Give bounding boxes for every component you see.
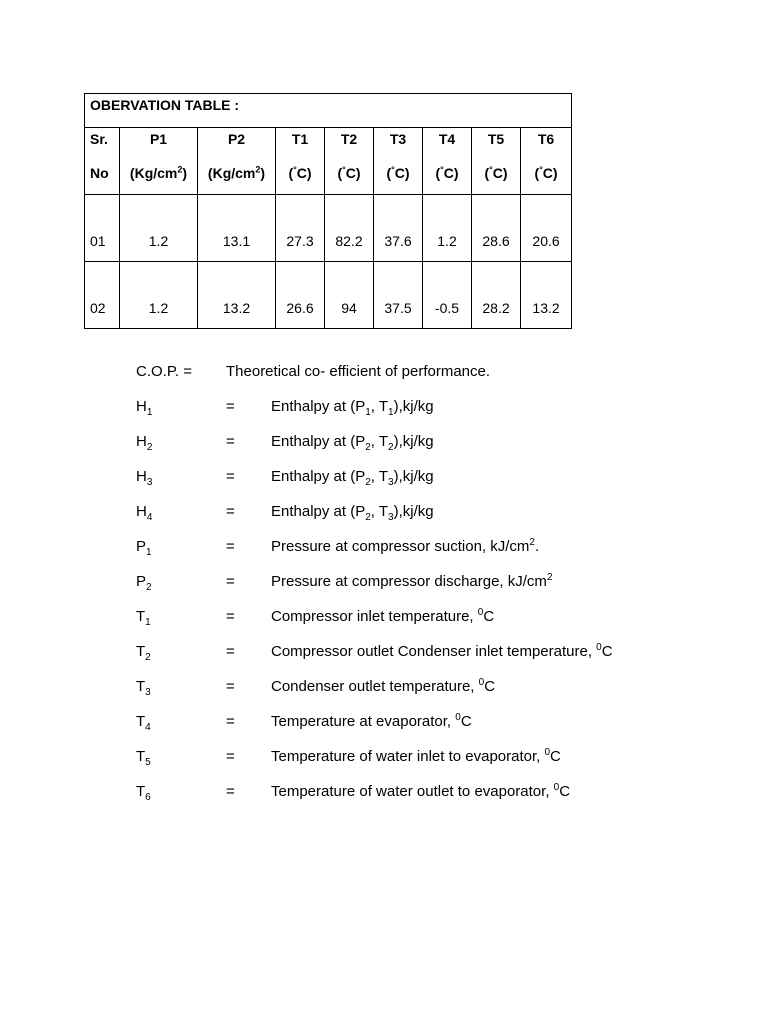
cell-value: 13.2: [222, 300, 251, 316]
cell-value: 26.6: [286, 300, 314, 316]
cell-value: 37.6: [384, 233, 412, 249]
definition-text: Temperature at evaporator, $^0$C: [271, 712, 472, 730]
definition-text: Enthalpy at ($P_2$, $T_3),kj/kg$: [271, 468, 434, 488]
cell-value: 28.2: [482, 300, 510, 316]
text-subscript: 1: [388, 407, 394, 418]
table-cell: [521, 195, 572, 262]
text-superscript: 0: [455, 712, 461, 723]
symbol-subscript: 1: [146, 407, 153, 418]
header-label: T3: [389, 131, 407, 147]
cell-value: 82.2: [335, 233, 363, 249]
cop-label: C.O.P. =: [136, 363, 193, 380]
equals-sign: =: [226, 783, 235, 800]
definition-text: Enthalpy at ($P_1$, $T_1),kj/kg$: [271, 398, 434, 418]
definition-symbol: $H_3$: [136, 468, 153, 488]
cell-value: 27.3: [286, 233, 314, 249]
header-unit: $(Kg/cm^2)$: [207, 164, 266, 181]
header-unit: (°C): [484, 164, 508, 181]
text-superscript: 0: [477, 607, 484, 618]
header-label: T4: [438, 131, 456, 147]
definition-symbol: $T_1$: [136, 608, 151, 628]
definition-symbol: $T_6$: [136, 783, 151, 803]
definition-row: [0, 501, 768, 523]
header-label: Sr.: [90, 131, 108, 147]
cell-value: 94: [341, 300, 357, 316]
cell-value: 37.5: [384, 300, 412, 316]
header-unit: (°C): [337, 164, 361, 181]
text-subscript: 1: [365, 407, 371, 418]
table-cell: [198, 262, 276, 329]
symbol-subscript: 5: [145, 757, 151, 768]
definition-symbol: $H_1$: [136, 398, 153, 418]
definition-row: [0, 606, 768, 628]
unit-superscript: °: [293, 164, 297, 175]
cell-value: 20.6: [532, 233, 560, 249]
symbol-subscript: 3: [146, 477, 153, 488]
equals-sign: =: [226, 538, 235, 555]
definition-text: Compressor inlet temperature, $^0$C: [271, 607, 495, 625]
definition-row: [0, 781, 768, 803]
equals-sign: =: [226, 503, 235, 520]
table-cell: [198, 195, 276, 262]
header-label: T6: [537, 131, 555, 147]
table-cell: [120, 195, 198, 262]
table-cell: [325, 195, 374, 262]
cop-text: Theoretical co- efficient of performance.: [226, 363, 491, 380]
unit-superscript: 2: [255, 164, 261, 175]
cell-value: -0.5: [434, 300, 460, 316]
definition-text: Temperature of water outlet to evaporator, $^0$C: [271, 782, 571, 800]
table-cell: [276, 195, 325, 262]
unit-superscript: °: [440, 164, 444, 175]
equals-sign: =: [226, 713, 235, 730]
symbol-subscript: 1: [145, 617, 151, 628]
definition-symbol: $H_2$: [136, 433, 153, 453]
definition-text: Condenser outlet temperature, $^0$C: [271, 677, 496, 695]
table-title: OBERVATION TABLE :: [85, 94, 572, 128]
text-subscript: 2: [388, 442, 394, 453]
definition-symbol: $T_5$: [136, 748, 151, 768]
symbol-subscript: 2: [146, 442, 153, 453]
definition-symbol: $H_4$: [136, 503, 153, 523]
unit-superscript: °: [391, 164, 395, 175]
definition-row: [0, 641, 768, 663]
equals-sign: =: [226, 398, 235, 415]
definition-text: Pressure at compressor suction, $kJ/cm^2$.: [271, 537, 540, 555]
table-cell: [374, 195, 423, 262]
definition-row: [0, 431, 768, 453]
text-superscript: 0: [553, 782, 560, 793]
text-superscript: 0: [544, 747, 551, 758]
header-unit: (°C): [435, 164, 459, 181]
table-cell: [423, 262, 472, 329]
equals-sign: =: [226, 608, 235, 625]
definition-row: [0, 396, 768, 418]
table-header-cell: [423, 128, 472, 195]
equals-sign: =: [226, 573, 235, 590]
unit-superscript: °: [539, 164, 543, 175]
table-cell: [85, 262, 120, 329]
header-label: P2: [227, 131, 246, 147]
definition-symbol: $P_1$: [136, 538, 152, 558]
text-subscript: 3: [388, 512, 394, 523]
text-subscript: 2: [365, 477, 371, 488]
cell-value: 1.2: [148, 300, 169, 316]
text-superscript: 0: [478, 677, 485, 688]
table-cell: [423, 195, 472, 262]
definition-text: Enthalpy at ($P_2$, $T_2),kj/kg$: [271, 433, 434, 453]
unit-superscript: °: [489, 164, 493, 175]
table-cell: [521, 262, 572, 329]
text-subscript: 2: [365, 512, 371, 523]
cell-value: 1.2: [148, 233, 169, 249]
header-unit: (°C): [534, 164, 558, 181]
equals-sign: =: [226, 433, 235, 450]
observation-table: [84, 93, 572, 329]
cell-value: 13.2: [532, 300, 560, 316]
equals-sign: =: [226, 643, 235, 660]
header-unit: No: [90, 165, 109, 181]
cell-value: 1.2: [437, 233, 457, 249]
table-header-cell: [374, 128, 423, 195]
table-header-cell: [198, 128, 276, 195]
header-label: T1: [291, 131, 309, 147]
definition-row: [0, 466, 768, 488]
table-header-cell: [472, 128, 521, 195]
table-header-cell: [85, 128, 120, 195]
table-cell: [472, 262, 521, 329]
symbol-subscript: 4: [145, 722, 151, 733]
definition-row: [0, 536, 768, 558]
definition-text: Compressor outlet Condenser inlet temperature, $^0$C: [271, 642, 613, 660]
cell-value: 01: [90, 233, 106, 249]
table-cell: [472, 195, 521, 262]
text-superscript: 2: [546, 572, 553, 583]
equals-sign: =: [226, 678, 235, 695]
text-subscript: 2: [365, 442, 371, 453]
cell-value: 13.1: [222, 233, 251, 249]
symbol-subscript: 2: [146, 582, 152, 593]
definition-text: Temperature of water inlet to evaporator, $^0$C: [271, 747, 561, 765]
definition-text: Enthalpy at ($P_2$, $T_3),kj/kg$: [271, 503, 434, 523]
definition-text: Pressure at compressor discharge, $kJ/cm^2$: [271, 572, 553, 590]
definition-row: [0, 711, 768, 733]
text-superscript: 2: [529, 537, 535, 548]
equals-sign: =: [226, 468, 235, 485]
text-subscript: 3: [388, 477, 394, 488]
table-header-cell: [325, 128, 374, 195]
table-row: [85, 195, 572, 262]
header-unit: $(Kg/cm^2)$: [129, 164, 188, 181]
table-cell: [85, 195, 120, 262]
header-unit: (°C): [386, 164, 410, 181]
text-superscript: 0: [596, 642, 602, 653]
unit-superscript: °: [342, 164, 346, 175]
symbol-subscript: 2: [145, 652, 151, 663]
table-cell: [120, 262, 198, 329]
equals-sign: =: [226, 748, 235, 765]
symbol-subscript: 4: [146, 512, 153, 523]
symbol-subscript: 3: [145, 687, 151, 698]
unit-superscript: 2: [177, 164, 183, 175]
table-header-row: [85, 128, 572, 195]
table-row: [85, 262, 572, 329]
table-header-cell: [120, 128, 198, 195]
definition-symbol: $T_4$: [136, 713, 151, 733]
header-label: T5: [487, 131, 505, 147]
table-cell: [374, 262, 423, 329]
header-label: T2: [340, 131, 358, 147]
table-header-cell: [276, 128, 325, 195]
cell-value: 28.6: [482, 233, 510, 249]
table-cell: [276, 262, 325, 329]
definition-symbol: $T_2$: [136, 643, 151, 663]
definition-row: [0, 676, 768, 698]
cell-value: 02: [90, 300, 106, 316]
table-cell: [325, 262, 374, 329]
definition-symbol: $P_2$: [136, 573, 152, 593]
cop-definition: [0, 361, 768, 383]
table-header-cell: [521, 128, 572, 195]
definition-symbol: $T_3$: [136, 678, 151, 698]
header-unit: (°C): [288, 164, 312, 181]
definition-row: [0, 571, 768, 593]
header-label: P1: [149, 131, 168, 147]
definition-row: [0, 746, 768, 768]
symbol-subscript: 1: [146, 547, 152, 558]
symbol-subscript: 6: [145, 792, 151, 803]
